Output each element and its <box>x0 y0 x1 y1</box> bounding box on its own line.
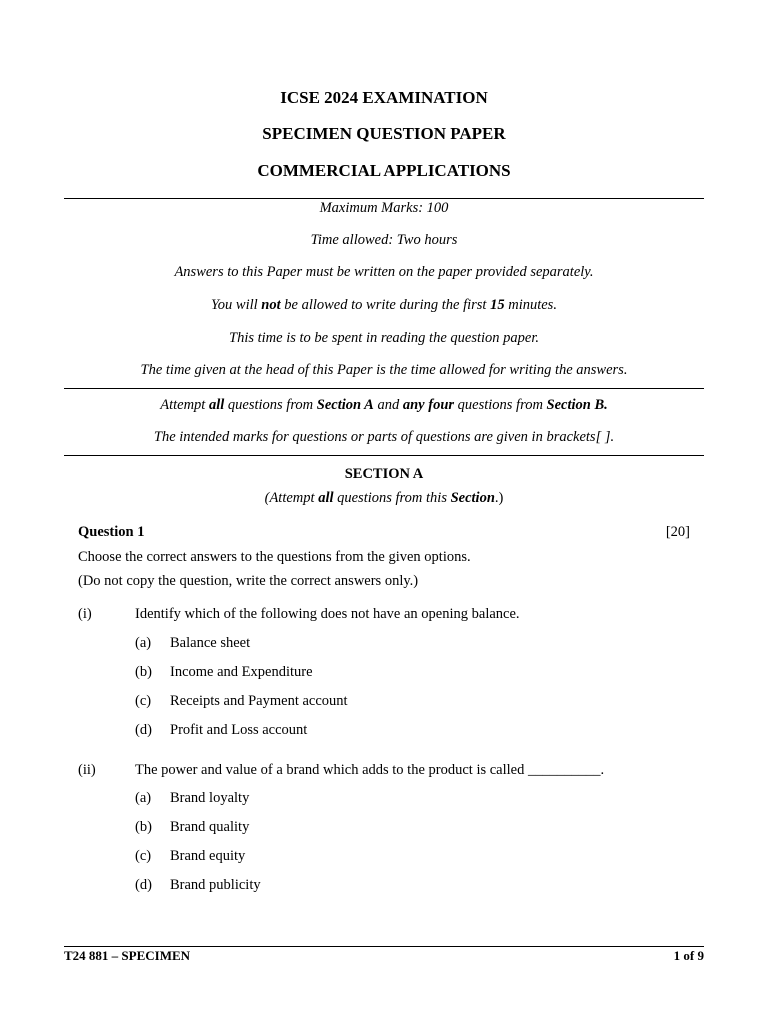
attempt-any-four: any four <box>402 397 455 413</box>
page-number: 1 of 9 <box>673 948 704 963</box>
option-label: (b) <box>135 819 152 835</box>
max-marks: Maximum Marks: 100 <box>319 200 449 216</box>
option-text: Brand publicity <box>170 877 261 893</box>
attempt-p2: questions from <box>224 397 317 413</box>
divider <box>64 388 704 389</box>
option-label: (c) <box>135 848 152 864</box>
section-a-subtitle <box>0 490 768 507</box>
footer-divider <box>64 946 704 947</box>
reading-num: 15 <box>490 297 505 313</box>
subquestion-number: (ii) <box>78 762 96 778</box>
question-title: Question 1 <box>78 524 145 540</box>
option-text: Income and Expenditure <box>170 664 313 680</box>
option-text: Balance sheet <box>170 635 251 651</box>
reading-mid: be allowed to write during the first <box>280 297 491 313</box>
attempt-all: all <box>208 397 225 413</box>
option-text: Brand equity <box>170 848 246 864</box>
section-sub-mid: questions from this <box>333 490 451 506</box>
reading-pre: You will <box>211 297 262 313</box>
attempt-p1: Attempt <box>160 397 209 413</box>
attempt-section-b: Section B. <box>546 397 608 413</box>
reading-not: not <box>261 297 281 313</box>
attempt-instruction <box>0 397 768 414</box>
divider <box>64 198 704 199</box>
subject-title: COMMERCIAL APPLICATIONS <box>257 161 511 180</box>
option-text: Receipts and Payment account <box>170 693 348 709</box>
reading-rule <box>0 297 768 314</box>
section-sub-all: all <box>318 490 334 506</box>
section-sub-open: (Attempt <box>264 490 319 506</box>
marks-note: The intended marks for questions or parts of questions are given in brackets[ ]. <box>153 429 615 445</box>
question-instruction: Choose the correct answers to the questions from the given options. <box>78 549 471 565</box>
option-text: Profit and Loss account <box>170 722 308 738</box>
paper-title: SPECIMEN QUESTION PAPER <box>262 124 506 143</box>
option-text: Brand quality <box>170 819 250 835</box>
subquestion-number: (i) <box>78 606 92 622</box>
option-label: (b) <box>135 664 152 680</box>
time-note: The time given at the head of this Paper is the time allowed for writing the answers. <box>140 362 628 378</box>
question-marks: [20] <box>665 524 690 540</box>
option-label: (a) <box>135 790 152 806</box>
footer-code: T24 881 – SPECIMEN <box>64 948 191 963</box>
subquestion-text: The power and value of a brand which adds to the product is called __________. <box>135 762 605 778</box>
divider <box>64 455 704 456</box>
option-label: (d) <box>135 722 152 738</box>
reading-post: minutes. <box>504 297 557 313</box>
section-sub-close: .) <box>494 490 504 506</box>
reading-time-note: This time is to be spent in reading the question paper. <box>229 330 539 346</box>
option-label: (d) <box>135 877 152 893</box>
section-sub-section: Section <box>450 490 495 506</box>
option-label: (c) <box>135 693 152 709</box>
question-instruction-note: (Do not copy the question, write the correct answers only.) <box>78 573 419 589</box>
time-allowed: Time allowed: Two hours <box>310 232 458 248</box>
attempt-section-a: Section A <box>316 397 374 413</box>
section-a-title: SECTION A <box>344 466 424 482</box>
answers-note: Answers to this Paper must be written on the paper provided separately. <box>174 264 594 280</box>
option-text: Brand loyalty <box>170 790 250 806</box>
attempt-p4: questions from <box>454 397 547 413</box>
subquestion-text: Identify which of the following does not have an opening balance. <box>135 606 520 622</box>
option-label: (a) <box>135 635 152 651</box>
attempt-p3: and <box>373 397 403 413</box>
exam-title: ICSE 2024 EXAMINATION <box>280 88 488 107</box>
